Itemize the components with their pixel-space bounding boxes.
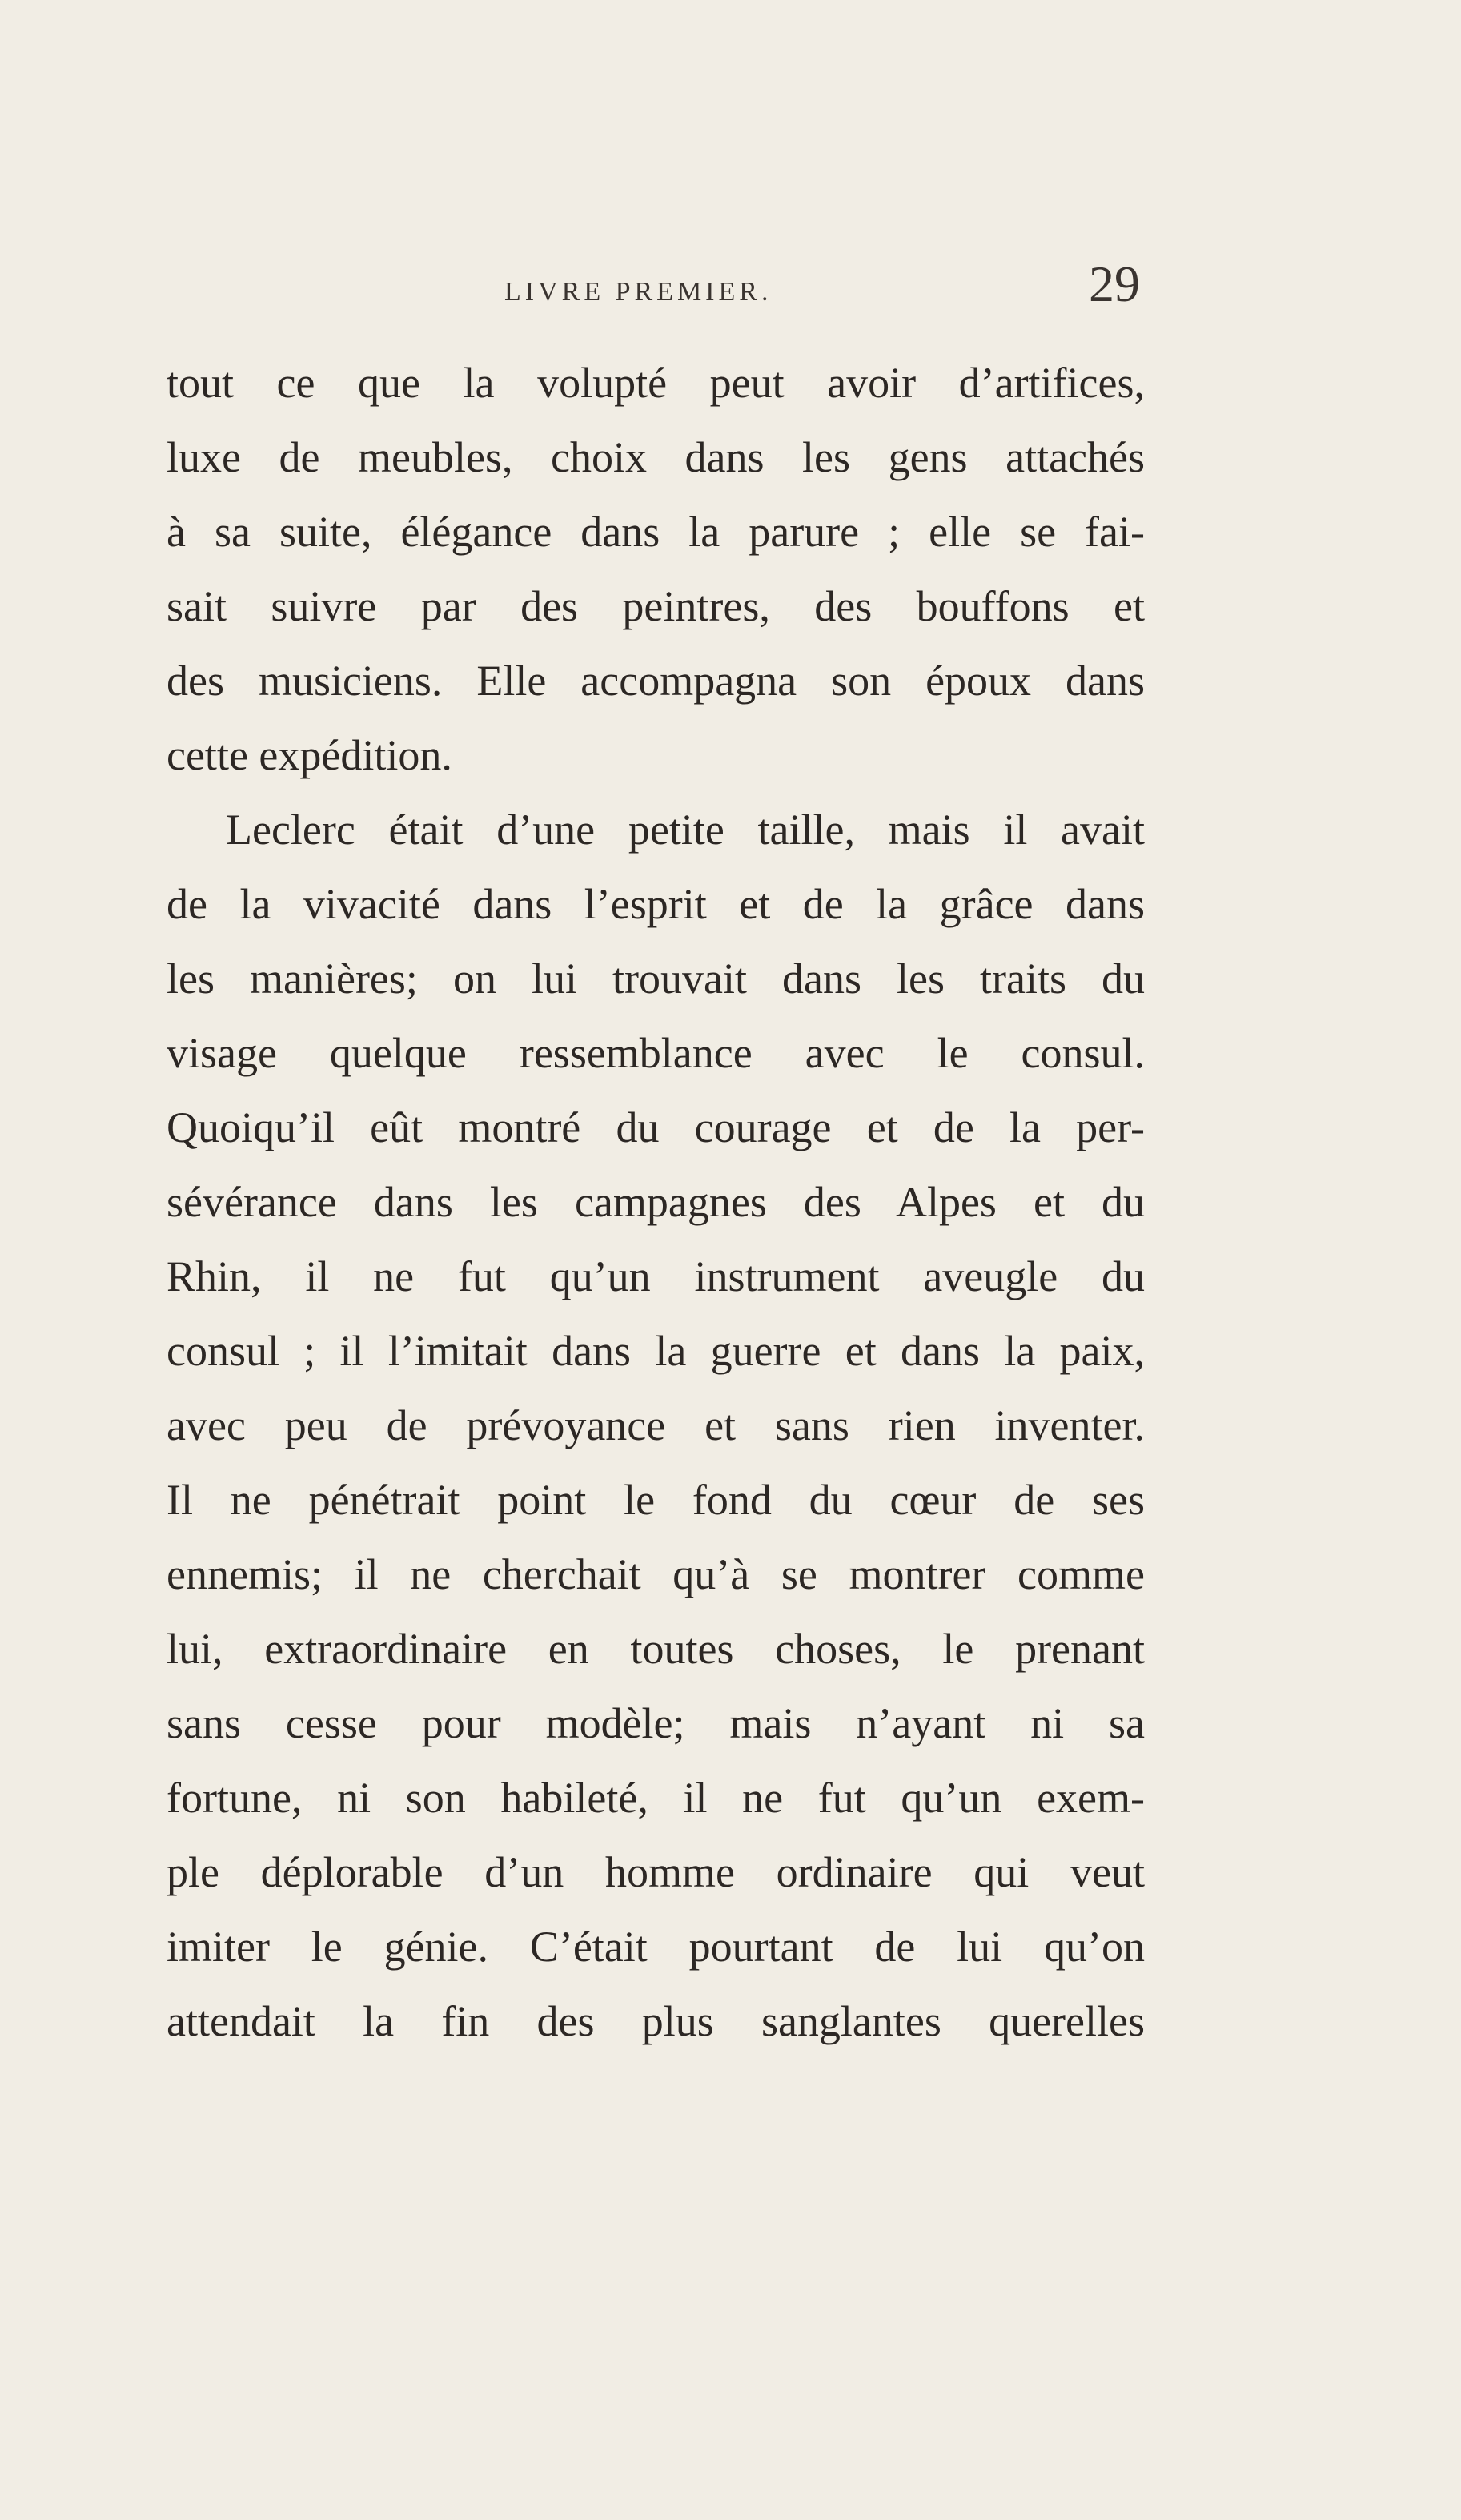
- text-line: consul ; il l’imitait dans la guerre et dans la paix,: [167, 1327, 1145, 1375]
- text-line: fortune, ni son habileté, il ne fut qu’un exem-: [167, 1774, 1145, 1822]
- text-line: imiter le génie. C’était pourtant de lui qu’on: [167, 1923, 1145, 1971]
- text-line: attendait la fin des plus sanglantes querelles: [167, 1997, 1145, 2045]
- text-line: ennemis; il ne cherchait qu’à se montrer comme: [167, 1550, 1145, 1598]
- page-number: 29: [1089, 255, 1140, 312]
- body-text: [167, 346, 1145, 2059]
- text-line: à sa suite, élégance dans la parure ; elle se fai-: [167, 508, 1145, 556]
- text-line: visage quelque ressemblance avec le consul.: [167, 1029, 1145, 1077]
- text-line: des musiciens. Elle accompagna son époux dans: [167, 657, 1145, 705]
- text-line: Il ne pénétrait point le fond du cœur de ses: [167, 1476, 1145, 1524]
- text-line: sévérance dans les campagnes des Alpes et du: [167, 1178, 1145, 1226]
- text-line: tout ce que la volupté peut avoir d’artifices,: [167, 359, 1145, 407]
- text-line-paragraph-start: Leclerc était d’une petite taille, mais il avait: [226, 806, 1145, 854]
- text-line: Rhin, il ne fut qu’un instrument aveugle du: [167, 1252, 1145, 1300]
- text-line-paragraph-end: cette expédition.: [167, 731, 452, 779]
- text-line: lui, extraordinaire en toutes choses, le prenant: [167, 1625, 1145, 1673]
- text-line: de la vivacité dans l’esprit et de la grâce dans: [167, 880, 1145, 928]
- text-line: Quoiqu’il eût montré du courage et de la per-: [167, 1103, 1145, 1151]
- text-line: sait suivre par des peintres, des bouffons et: [167, 582, 1145, 630]
- running-head: LIVRE PREMIER.: [504, 277, 773, 307]
- text-line: sans cesse pour modèle; mais n’ayant ni sa: [167, 1699, 1145, 1747]
- text-line: avec peu de prévoyance et sans rien inventer.: [167, 1401, 1145, 1449]
- text-line: luxe de meubles, choix dans les gens attachés: [167, 433, 1145, 481]
- text-line: les manières; on lui trouvait dans les traits du: [167, 955, 1145, 1003]
- text-line: ple déplorable d’un homme ordinaire qui veut: [167, 1848, 1145, 1896]
